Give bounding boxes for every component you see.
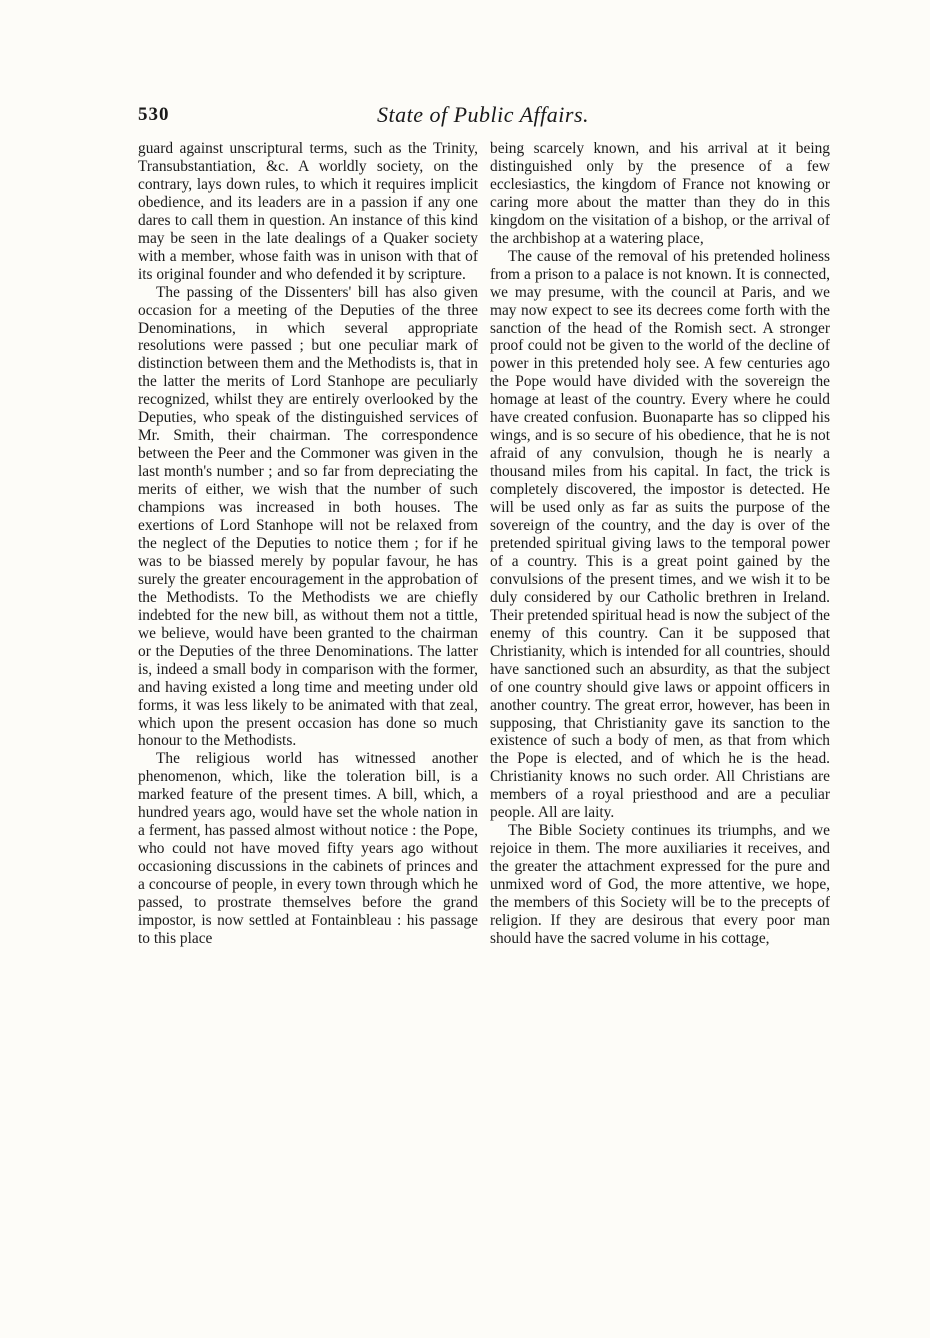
page-header	[138, 104, 828, 134]
paragraph: The Bible Society continues its triumphs, and we rejoice in them. The more auxiliaries it receives, and the greater the attachment expressed for the pure and unmixed word of God, the more attentive, we hope, the members of this Society will be to the precepts of religion. If they are desirous that every poor man should have the sacred volume in his cottage,	[490, 822, 830, 947]
paragraph: The cause of the removal of his pretended holiness from a prison to a palace is not known. It is connected, we may presume, with the council at Paris, and we may now expect to see its decrees come forth with the sanction of the head of the Romish sect. A stronger proof could not be given to the world of the decline of power in this pretended holy see. A few centuries ago the Pope would have divided with the sovereign the homage at least of the country. Every where he could have created confusion. Buonaparte has so clipped his wings, and is so secure of his obedience, that he is not afraid of any convulsion, though he is nearly a thousand miles from his capital. In fact, the trick is completely discovered, the impostor is detected. He will be used only as far as suits the purpose of the sovereign of the country, and the day is over of the pretended spiritual giving laws to the temporal power of a country. This is a great point gained by the convulsions of the present times, and we wish it to be duly considered by our Catholic brethren in Ireland. Their pretended spiritual head is now the subject of the enemy of this country. Can it be supposed that Christianity, which is intended for all countries, should have sanctioned such an absurdity, as that the subject of one country should give laws or appoint officers in another country. The great error, however, has been in supposing, that Christianity gave its sanction to the existence of such a body of men, as that from which the Pope is elected, and of which he is the head. Christianity knows no such order. All Christians are members of a royal priesthood and are a peculiar people. All are laity.	[490, 247, 830, 822]
paragraph: guard against unscriptural terms, such as the Trinity, Transubstantiation, &c. A worldly society, on the contrary, lays down rules, to which it requires implicit obedience, and its leaders are in a passion if any one dares to call them in question. An instance of this kind may be seen in the late dealings of a Quaker society with a member, whose faith was in unison with that of its original founder and who defended it by scripture.	[138, 140, 478, 283]
right-column	[490, 140, 830, 948]
left-column	[138, 140, 478, 948]
paragraph: The passing of the Dissenters' bill has also given occasion for a meeting of the Deputies of the three Denominations, in which several appropriate resolutions were passed ; but one peculiar mark of distinction between them and the Methodists is, that in the latter the merits of Lord Stanhope are peculiarly recognized, whilst they are entirely overlooked by the Deputies, who speak of the distinguished services of Mr. Smith, their chairman. The correspondence between the Peer and the Commoner was given in the last month's number ; and so far from depreciating the merits of either, we wish that the number of such champions was increased in both houses. The exertions of Lord Stanhope will not be relaxed from the neglect of the Deputies to notice them ; for if he was to be biassed merely by popular favour, he has surely the greater encouragement in the approbation of the Methodists. To the Methodists we are chiefly indebted for the new bill, as without them not a tittle, we believe, would have been granted to the chairman or the Deputies of the three Denominations. The latter is, indeed a small body in comparison with the former, and having existed a long time and meeting under old forms, it was less likely to be animated with that zeal, which upon the present occasion has done so much honour to the Methodists.	[138, 283, 478, 750]
paragraph: being scarcely known, and his arrival at it being distinguished only by the presence of a few ecclesiastics, the kingdom of France not knowing or caring more about the matter than they do in this kingdom on the visitation of a bishop, or the arrival of the archbishop at a watering place,	[490, 140, 830, 247]
running-head: State of Public Affairs.	[376, 102, 590, 127]
page-number: 530	[138, 104, 170, 125]
paragraph: The religious world has witnessed another phenomenon, which, like the toleration bill, is a marked feature of the present times. A bill, which, a hundred years ago, would have set the whole nation in a ferment, has passed almost without notice : the Pope, who could not have moved fifty years ago without occasioning discussions in the cabinets of princes and a concourse of people, in every town through which he passed, to prostrate themselves before the grand impostor, is now settled at Fontainbleau : his passage to this place	[138, 750, 478, 947]
